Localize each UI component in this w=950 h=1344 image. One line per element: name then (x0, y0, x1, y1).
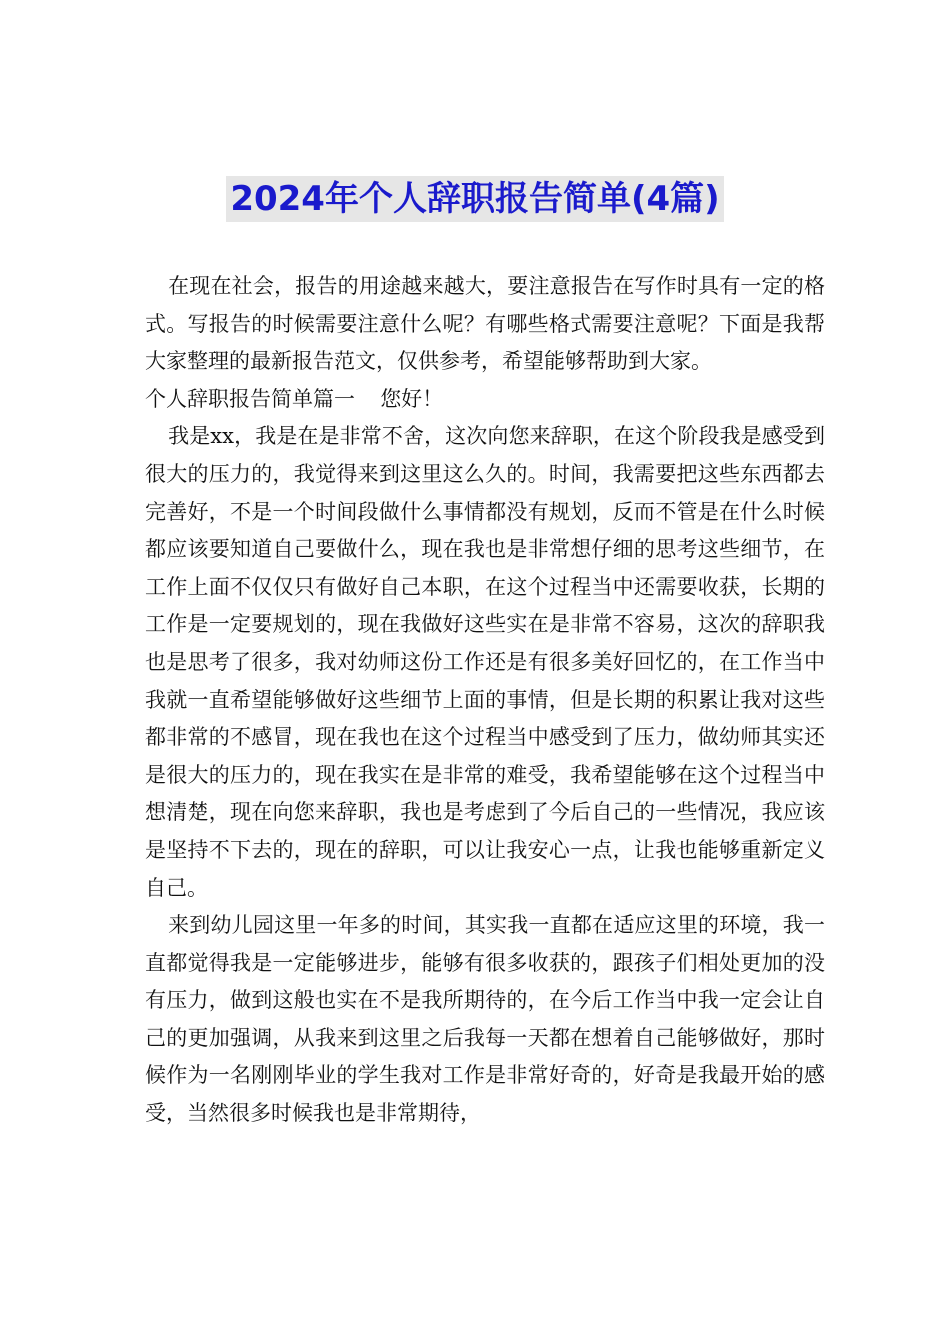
greeting: 您好！ (380, 386, 444, 411)
section-heading-line (145, 381, 825, 419)
intro-paragraph: 在现在社会，报告的用途越来越大，要注意报告在写作时具有一定的格式。写报告的时候需要注意什么呢？有哪些格式需要注意呢？下面是我帮大家整理的最新报告范文，仅供参考，希望能够帮助到大家。 (145, 274, 825, 374)
body-paragraph-1: 我是xx，我是在是非常不舍，这次向您来辞职，在这个阶段我是感受到很大的压力的，我觉得来到这里这么久的。时间，我需要把这些东西都去完善好，不是一个时间段做什么事情都没有规划，反而不管是在什么时候都应该要知道自己要做什么，现在我也是非常想仔细的思考这些细节，在工作上面不仅仅只有做好自己本职，在这个过程当中还需要收获，长期的工作是一定要规划的，现在我做好这些实在是非常不容易，这次的辞职我也是思考了很多，我对幼师这份工作还是有很多美好回忆的，在工作当中我就一直希望能够做好这些细节上面的事情，但是长期的积累让我对这些都非常的不感冒，现在我也在这个过程当中感受到了压力，做幼师其实还是很大的压力的，现在我实在是非常的难受，我希望能够在这个过程当中想清楚，现在向您来辞职，我也是考虑到了今后自己的一些情况，我应该是坚持不下去的，现在的辞职，可以让我安心一点，让我也能够重新定义自己。 (145, 424, 825, 900)
section-heading: 个人辞职报告简单篇一 (145, 386, 355, 411)
title-container (0, 176, 950, 222)
document-body (145, 268, 825, 1133)
document-title: 2024年个人辞职报告简单(4篇) (226, 176, 723, 222)
body-paragraph-2: 来到幼儿园这里一年多的时间，其实我一直都在适应这里的环境，我一直都觉得我是一定能够进步，能够有很多收获的，跟孩子们相处更加的没有压力，做到这般也实在不是我所期待的，在今后工作当中我一定会让自己的更加强调，从我来到这里之后我每一天都在想着自己能够做好，那时候作为一名刚刚毕业的学生我对工作是非常好奇的，好奇是我最开始的感受，当然很多时候我也是非常期待， (145, 913, 825, 1126)
